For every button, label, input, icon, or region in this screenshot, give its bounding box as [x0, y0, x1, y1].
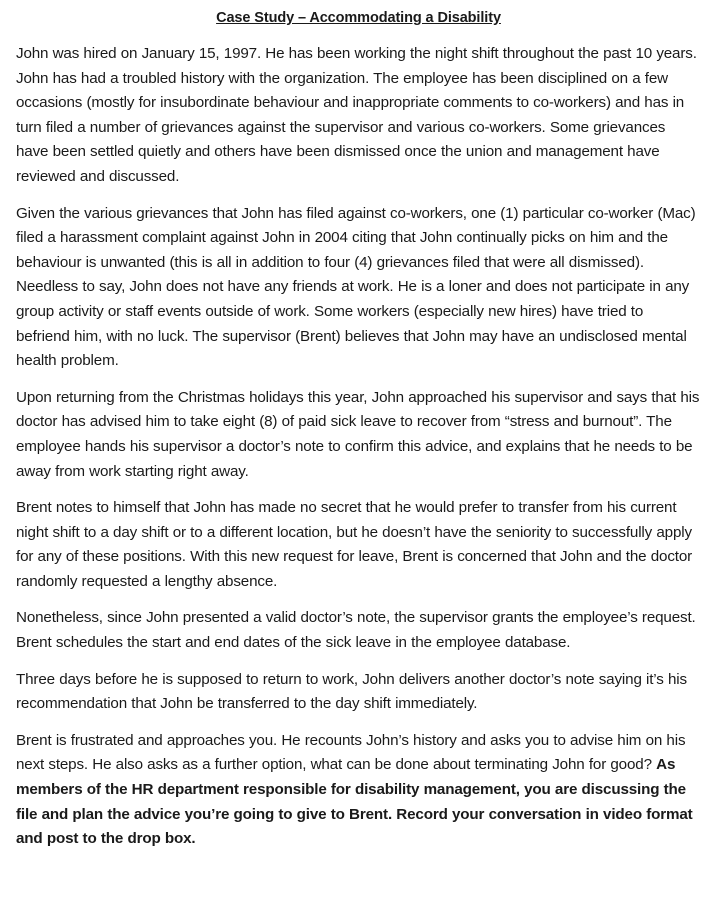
assignment-context-text: Brent is frustrated and approaches you. He recounts John’s history and asks you to advise him on his next steps. He also asks as a further option, what can be done about terminating John for good?: [16, 731, 686, 774]
assignment-instructions-text: As members of the HR department responsible for disability management, you are discussing the file and plan the advice you’re going to give to Brent. Record your conversation in video format and post to the drop box.: [16, 756, 693, 848]
paragraph-background: John was hired on January 15, 1997. He has been working the night shift throughout the past 10 years. John has had a troubled history with the organization. The employee has been disciplined on a few occasions (mostly for insubordinate behaviour and inappropriate comments to co-workers) and has in turn filed a number of grievances against the supervisor and various co-workers. Some grievances have been settled quietly and others have been dismissed once the union and management have reviewed and discussed.: [16, 45, 697, 185]
document-title: Case Study – Accommodating a Disability: [216, 10, 501, 26]
paragraph-grievances: Given the various grievances that John has filed against co-workers, one (1) particular co-worker (Mac) filed a harassment complaint against John in 2004 citing that John continually picks on him and the behaviour is unwanted (this is all in addition to four (4) grievances filed that were all dismissed). Needless to say, John does not have any friends at work. He is a loner and does not participate in any group activity or staff events outside of work. Some workers (especially new hires) have tried to befriend him, with no luck. The supervisor (Brent) believes that John may have an undisclosed mental health problem.: [16, 204, 696, 370]
paragraph-second-note: Three days before he is supposed to return to work, John delivers another doctor’s note saying it’s his recommendation that John be transferred to the day shift immediately.: [16, 670, 687, 713]
paragraph-sick-leave-request: Upon returning from the Christmas holidays this year, John approached his supervisor and says that his doctor has advised him to take eight (8) of paid sick leave to recover from “stress and burnout”. The employee hands his supervisor a doctor’s note to confirm this advice, and explains that he needs to be away from work starting right away.: [16, 388, 700, 480]
paragraph-assignment: [16, 729, 701, 852]
paragraph-leave-granted: Nonetheless, since John presented a valid doctor’s note, the supervisor grants the employee’s request. Brent schedules the start and end dates of the sick leave in the employee database.: [16, 609, 696, 652]
paragraph-transfer-concern: Brent notes to himself that John has made no secret that he would prefer to transfer from his current night shift to a day shift or to a different location, but he doesn’t have the seniority to successfully apply for any of these positions. With this new request for leave, Brent is concerned that John and the doctor randomly requested a lengthy absence.: [16, 499, 693, 590]
